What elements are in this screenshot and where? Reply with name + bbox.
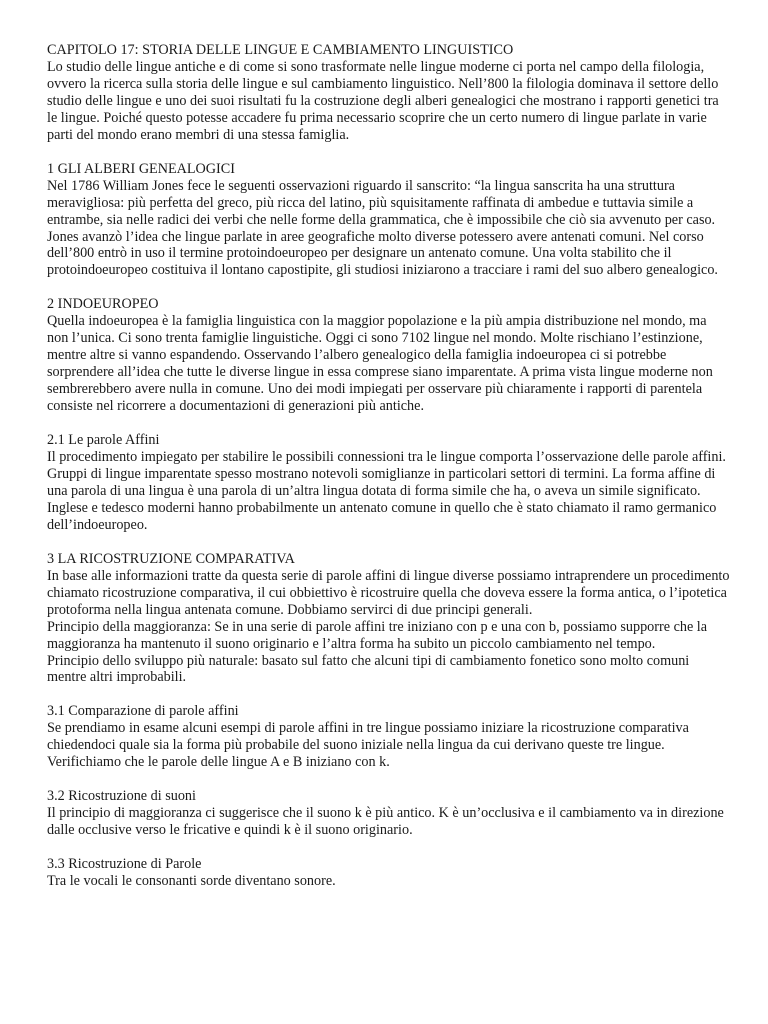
chapter-title: CAPITOLO 17: STORIA DELLE LINGUE E CAMBIAMENTO LINGUISTICO: [47, 42, 514, 58]
section-paragraph: Il procedimento impiegato per stabilire le possibili connessioni tra le lingue comporta l’osservazione delle parole affini. Gruppi di lingue imparentate spesso mostrano notevoli somiglianze in particolari settori di termini. La forma affine di una parola di una lingua è una parola di un’altra lingua dotata di forma simile che ha, o aveva un simile significato. Inglese e tedesco moderni hanno probabilmente un antenato comune in quello che è stato chiamato il ramo germanico dell’indoeuropeo.: [47, 449, 726, 533]
section-paragraph: Nel 1786 William Jones fece le seguenti osservazioni riguardo il sanscrito: “la lingua sanscrita ha una struttura meravigliosa: più perfetta del greco, più ricca del latino, più squisitamente raffinata di ambedue e tuttavia simile a entrambe, sia nelle radici dei verbi che nelle forme della grammatica, che è impossibile che ciò sia avvenuto per caso. Jones avanzò l’idea che lingue parlate in aree geografiche molto diverse potessero avere antenati comuni. Nel corso dell’800 entrò in uso il termine protoindoeuropeo per designare un antenato comune. Una volta stabilito che il protoindoeuropeo costituiva il lontano capostipite, gli studiosi iniziarono a tracciare i rami del suo albero genealogico.: [47, 177, 718, 279]
section-parole-affini: [47, 432, 730, 534]
chapter-intro-section: [47, 42, 730, 144]
section-paragraph: In base alle informazioni tratte da questa serie di parole affini di lingue diverse possiamo intraprendere un procedimento chiamato ricostruzione comparativa, il cui obbiettivo è ricostruire quella che doveva essere la forma antica, o l’ipotetica protoforma nella lingua antenata comune. Dobbiamo servirci di due principi generali.: [47, 567, 730, 618]
section-paragraph: Il principio di maggioranza ci suggerisce che il suono k è più antico. K è un’occlusiva e il cambiamento va in direzione dalle occlusive verso le fricative e quindi k è il suono originario.: [47, 805, 724, 839]
section-paragraph: Quella indoeuropea è la famiglia linguistica con la maggior popolazione e la più ampia distribuzione nel mondo, ma non l’unica. Ci sono trenta famiglie linguistiche. Oggi ci sono 7102 lingue nel mondo. Molte rischiano l’estinzione, mentre altre si vanno espandendo. Osservando l’albero genealogico della famiglia indoeuropea ci si potrebbe sorprendere all’idea che tutte le diverse lingue in essa comprese siano imparentate. A prima vista lingue moderne non sembrerebbero avere nulla in comune. Uno dei modi impiegati per osservare più chiaramente i rapporti di parentela consiste nel ricorrere a documentazioni di generazioni più antiche.: [47, 313, 713, 415]
intro-paragraph: Lo studio delle lingue antiche e di come si sono trasformate nelle lingue moderne ci porta nel campo della filologia, ovvero la ricerca sulla storia delle lingue e sul cambiamento linguistico. Nell’800 la filologia dominava il settore dello studio delle lingue e uno dei suoi risultati fu la costruzione degli alberi genealogici che mostrano i rapporti genetici tra le lingue. Poiché questo potesse accadere fu prima necessario scoprire che un certo numero di lingue parlate in varie parti del mondo erano membri di una stessa famiglia.: [47, 58, 719, 143]
section-indoeuropeo: [47, 296, 730, 415]
section-heading: 3.3 Ricostruzione di Parole: [47, 856, 202, 873]
section-paragraph: Se prendiamo in esame alcuni esempi di parole affini in tre lingue possiamo iniziare la ricostruzione comparativa chiedendoci quale sia la forma più probabile del suono iniziale nella lingua da cui derivano queste tre lingue. Verifichiamo che le parole delle lingue A e B iniziano con k.: [47, 720, 689, 771]
section-ricostruzione-suoni: [47, 788, 730, 839]
section-heading: 3.2 Ricostruzione di suoni: [47, 788, 196, 805]
section-heading: 3 LA RICOSTRUZIONE COMPARATIVA: [47, 550, 295, 567]
section-paragraph: Tra le vocali le consonanti sorde diventano sonore.: [47, 873, 336, 890]
principle-majority-paragraph: Principio della maggioranza: Se in una serie di parole affini tre iniziano con p e una con b, possiamo supporre che la maggioranza ha mantenuto il suono originario e l’altra forma ha subito un piccolo cambiamento nel tempo.: [47, 618, 708, 652]
section-heading: 2 INDOEUROPEO: [47, 296, 159, 313]
principle-natural-development-paragraph: Principio dello sviluppo più naturale: basato sul fatto che alcuni tipi di cambiamento fonetico sono molto comuni mentre altri improbabili.: [47, 652, 690, 686]
section-alberi-genealogici: [47, 161, 730, 280]
section-heading: 2.1 Le parole Affini: [47, 432, 160, 449]
section-heading: 1 GLI ALBERI GENEALOGICI: [47, 160, 235, 177]
section-comparazione-parole-affini: [47, 703, 730, 771]
section-ricostruzione-parole: [47, 856, 730, 890]
section-ricostruzione-comparativa: [47, 551, 730, 687]
section-heading: 3.1 Comparazione di parole affini: [47, 703, 239, 720]
